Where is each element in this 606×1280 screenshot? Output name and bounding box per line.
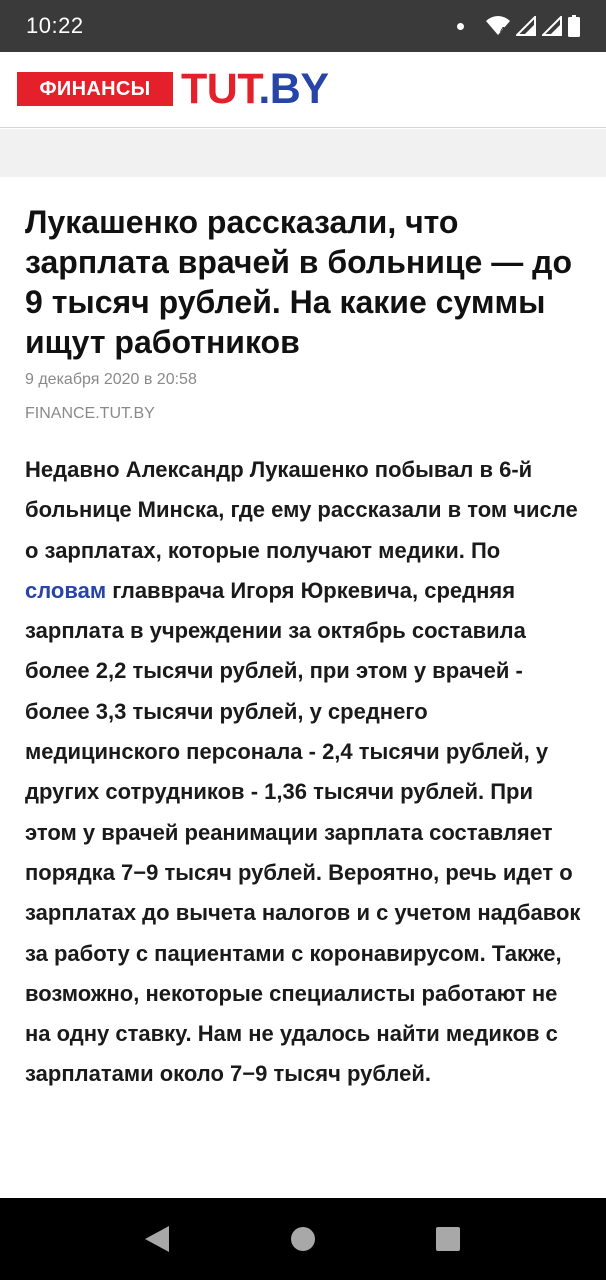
signal-icon [516,16,536,36]
wifi-icon [486,16,510,36]
recents-icon[interactable] [436,1227,460,1251]
logo-part-tut: TUT [181,65,259,113]
article-source: FINANCE.TUT.BY [25,405,155,422]
status-time: 10:22 [26,13,84,38]
status-icons [457,15,580,37]
site-logo[interactable] [181,66,329,112]
article-body [25,450,581,1095]
article [25,177,581,1095]
notification-dot-icon [457,23,464,30]
section-label: ФИНАНСЫ [39,77,151,100]
article-title: Лукашенко рассказали, что зарплата врачей в больнице — до 9 тысяч рублей. На какие суммы ищут работников [25,204,572,360]
article-date: 9 декабря 2020 в 20:58 [25,371,197,388]
status-bar [0,0,606,52]
body-text-start: Недавно Александр Лукашенко побывал в 6-й больнице Минска, где ему рассказали в том числе о зарплатах, которые получают медики. По [25,457,578,563]
site-header [0,52,606,128]
svg-text:4: 4 [500,26,506,35]
body-link[interactable]: словам [25,577,107,603]
home-icon[interactable] [291,1227,315,1251]
body-text-end: главврача Игоря Юркевича, средняя зарплата в учреждении за октябрь составила более 2,2 тысячи рублей, при этом у врачей - более 3,3 тысячи рублей, у среднего медицинского персонала - 2,4 тысячи рублей, у других сотрудников - 1,36 тысячи рублей. При этом у врачей реанимации зарплата составляет порядка 7−9 тысяч рублей. Вероятно, речь идет о зарплатах до вычета налогов и с учетом надбавок за работу с пациентами с коронавирусом. Также, возможно, некоторые специалисты работают не на одну ставку. Нам не удалось найти медиков с зарплатами около 7−9 тысяч рублей. [25,577,581,1087]
back-icon[interactable] [145,1226,169,1252]
navigation-bar [0,1198,606,1280]
logo-part-by: .BY [258,65,329,113]
banner-placeholder [0,129,606,177]
signal-icon [542,16,562,36]
battery-icon [568,15,580,37]
section-badge[interactable] [17,72,173,106]
